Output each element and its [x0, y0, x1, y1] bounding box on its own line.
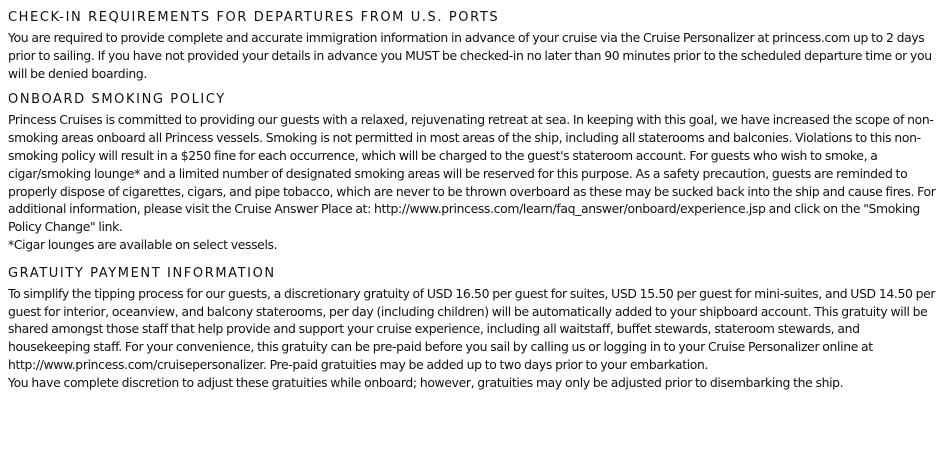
smoking-policy-heading: ONBOARD SMOKING POLICY — [8, 92, 226, 108]
smoking-policy-paragraph: Princess Cruises is committed to providing our guests with a relaxed, rejuvenating retreat at sea. In keeping with this goal, we have increased the scope of non-smoking areas onboard all Princess vessels. Smoking is not permitted in most areas of the ship, including all staterooms and balconies. Violations to this non-smoking policy will result in a $250 fine for each occurrence, which will be charged to the guest's stateroom account. For guests who wish to smoke, a cigar/smoking lounge* and a limited number of designated smoking areas will be reserved for this purpose. As a safety precaution, guests are reminded to properly dispose of cigarettes, cigars, and pipe tobacco, which are never to be thrown overboard as these may be sucked back into the ship and cause fires. For additional information, please visit the Cruise Answer Place at: http://www.princess.com/learn/faq_answer/onboard/experience.jsp and click on the "Smoking Policy Change" link. — [8, 112, 936, 235]
checkin-requirements-section — [8, 7, 942, 82]
gratuity-payment-section — [8, 263, 942, 392]
smoking-policy-section — [8, 89, 942, 253]
gratuity-payment-heading: GRATUITY PAYMENT INFORMATION — [8, 265, 276, 281]
cigar-lounge-footnote: *Cigar lounges are available on select vessels. — [8, 236, 278, 252]
checkin-requirements-heading: CHECK-IN REQUIREMENTS FOR DEPARTURES FROM U.S. PORTS — [8, 10, 500, 25]
checkin-requirements-paragraph: You are required to provide complete and accurate immigration information in advance of your cruise via the Cruise Personalizer at princess.com up to 2 days prior to sailing. If you have not provided your details in advance you MUST be checked-in no later than 90 minutes prior to the scheduled departure time or you will be denied boarding. — [8, 30, 932, 81]
gratuity-adjustment-paragraph: You have complete discretion to adjust these gratuities while onboard; however, gratuities may only be adjusted prior to disembarking the ship. — [8, 374, 844, 390]
gratuity-payment-paragraph: To simplify the tipping process for our guests, a discretionary gratuity of USD 16.50 per guest for suites, USD 15.50 per guest for mini-suites, and USD 14.50 per guest for interior, oceanview, and balcony staterooms, per day (including children) will be automatically added to your shipboard account. This gratuity will be shared amongst those staff that help provide and support your cruise experience, including all waitstaff, buffet stewards, stateroom stewards, and housekeeping staff. For your convenience, this gratuity can be pre-paid before you sail by calling us or logging in to your Cruise Personalizer online at http://www.princess.com/cruisepersonalizer. Pre-paid gratuities may be added up to two days prior to your embarkation. — [8, 285, 936, 372]
